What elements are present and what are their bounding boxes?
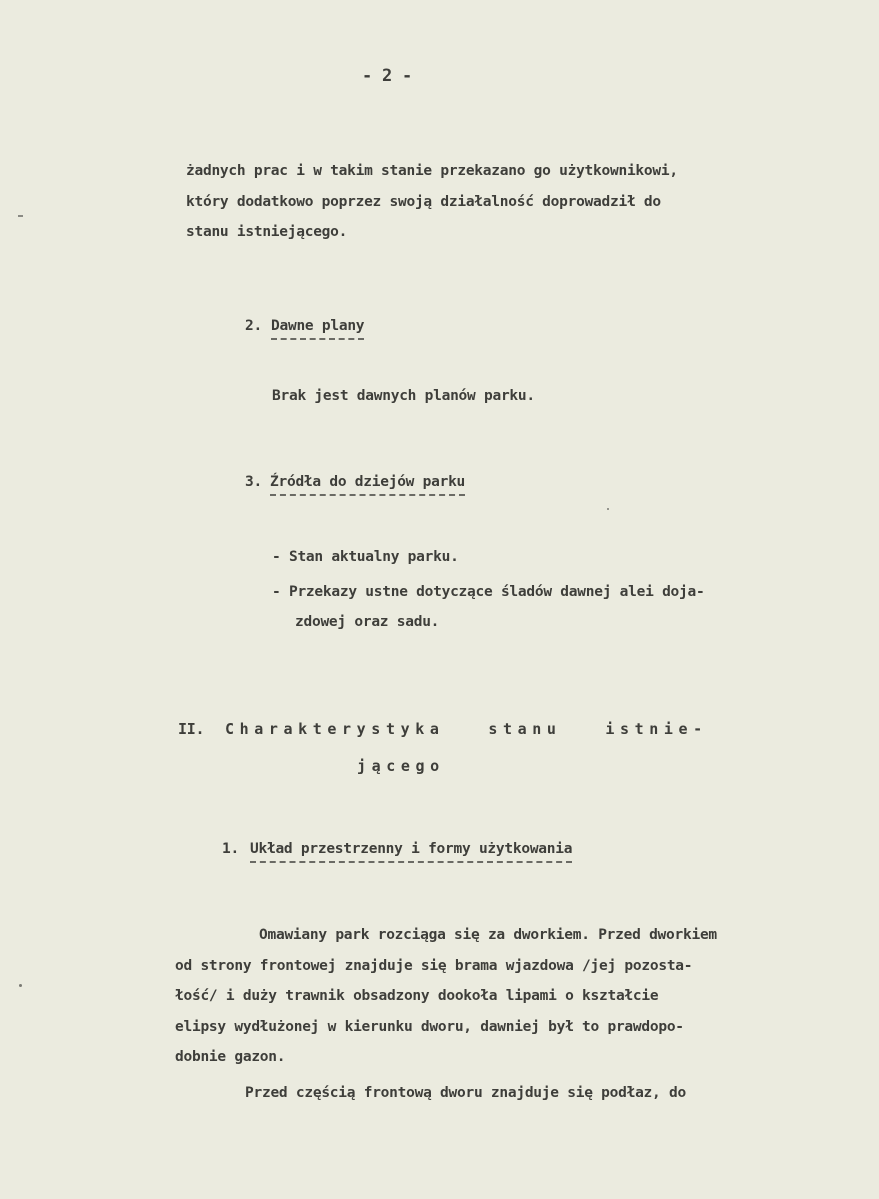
section-number: 3.	[245, 474, 262, 490]
paragraph-line: od strony frontowej znajduje się brama wjazdowa /jej pozosta-	[175, 958, 693, 974]
paragraph-line: stanu istniejącego.	[186, 224, 348, 240]
margin-mark	[18, 215, 23, 217]
section-heading: Dawne plany	[271, 316, 364, 340]
paragraph-line: elipsy wydłużonej w kierunku dworu, dawniej był to prawdopo-	[175, 1019, 684, 1035]
paragraph-line: Brak jest dawnych planów parku.	[272, 388, 535, 404]
page-number: - 2 -	[362, 66, 412, 86]
paragraph-line: żadnych prac i w takim stanie przekazano go użytkownikowi,	[186, 163, 678, 179]
chapter-heading: Charakterystyka stanu istnie-	[225, 720, 708, 738]
chapter-heading-continuation: jącego	[357, 757, 445, 775]
list-item: - Przekazy ustne dotyczące śladów dawnej alei doja-	[272, 584, 705, 600]
section-number: 2.	[245, 318, 262, 334]
section-heading: Układ przestrzenny i formy użytkowania	[250, 839, 572, 863]
chapter-numeral: II.	[178, 720, 205, 738]
paragraph-line: łość/ i duży trawnik obsadzony dookoła lipami o kształcie	[175, 988, 659, 1004]
paragraph-line: Przed częścią frontową dworu znajduje się podłaz, do	[245, 1085, 686, 1101]
list-item-continuation: zdowej oraz sadu.	[295, 614, 440, 630]
paragraph-line: Omawiany park rozciąga się za dworkiem. Przed dworkiem	[259, 927, 717, 943]
ink-speck	[607, 508, 609, 510]
paragraph-line: który dodatkowo poprzez swoją działalność doprowadził do	[186, 194, 661, 210]
section-heading: Źródła do dziejów parku	[270, 472, 465, 496]
paragraph-line: dobnie gazon.	[175, 1049, 286, 1065]
list-item: - Stan aktualny parku.	[272, 549, 459, 565]
section-number: 1.	[222, 841, 239, 857]
ink-speck	[19, 984, 22, 987]
